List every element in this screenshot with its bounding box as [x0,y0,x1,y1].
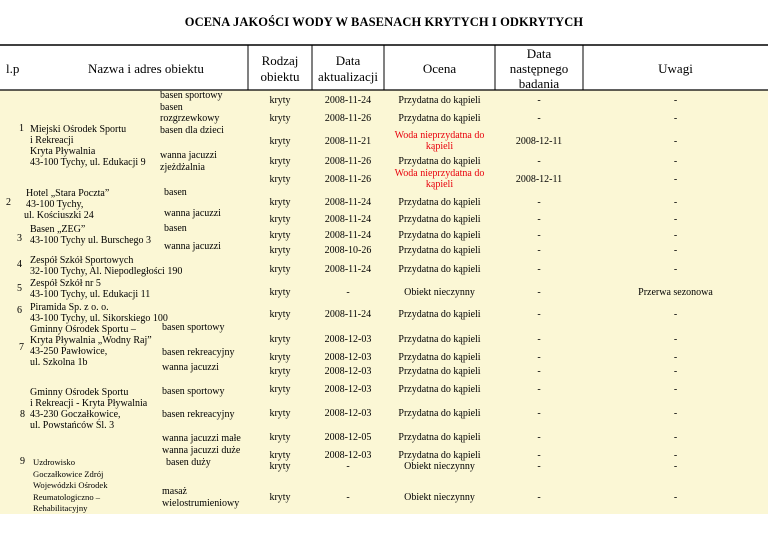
cell-notes: - [673,492,678,503]
cell-next: - [537,384,541,395]
cell-notes: - [673,113,678,124]
cell-notes: - [673,309,678,320]
facility-name-line: Uzdrowisko [33,457,76,467]
header-next [495,46,583,91]
cell-date: 2008-10-26 [324,245,372,256]
cell-rating: Przydatna do kąpieli [398,334,481,345]
cell-date: - [346,287,350,298]
page-title: OCENA JAKOŚCI WODY W BASENACH KRYTYCH I ODKRYTYCH [184,15,584,29]
cell-next: - [537,432,541,443]
cell-rating: Przydatna do kąpieli [398,264,481,275]
cell-rating-line: kąpieli [425,179,454,190]
cell-date: 2008-12-03 [324,352,372,363]
cell-next: - [537,197,541,208]
cell-date: 2008-12-03 [324,408,372,419]
pool-name: basen rekreacyjny [162,409,235,420]
cell-type: kryty [269,287,291,298]
cell-next: - [537,214,541,225]
facility-name-line: i Rekreacji - Kryta Pływalnia [30,398,148,409]
facility-name-line: Zespół Szkół Sportowych [30,255,134,266]
facility-name-line: 43-100 Tychy, ul. Edukacji 11 [30,289,151,300]
cell-next: 2008-12-11 [515,136,563,147]
lp-number: 4 [17,259,22,270]
facility-name [30,278,150,300]
cell-type: kryty [269,334,291,345]
lp-number: 2 [6,197,11,208]
cell-notes: - [673,432,678,443]
cell-next: - [537,95,541,106]
header-next-line: Data [526,46,552,61]
cell-next: - [537,334,541,345]
cell-rating: Przydatna do kąpieli [398,95,481,106]
cell-rating: Przydatna do kąpieli [398,408,481,419]
pool-name: wanna jacuzzi [164,208,221,219]
cell-date: - [346,492,350,503]
cell-rating: Przydatna do kąpieli [398,309,481,320]
facility-name-line: Piramida Sp. z o. o. [30,302,109,313]
pool-name: wanna jacuzzi [160,150,217,161]
facility-name [33,457,108,515]
cell-type: kryty [269,113,291,124]
cell-next: 2008-12-11 [515,174,563,185]
cell-notes: - [673,197,678,208]
facility-name-line: 43-250 Pawłowice, [30,346,108,357]
cell-notes: - [673,214,678,225]
cell-type: kryty [269,136,291,147]
cell-next: - [537,492,541,503]
pool-name: basen sportowy [162,386,225,397]
cell-rating: Przydatna do kąpieli [398,352,481,363]
cell-date: 2008-11-21 [324,136,372,147]
cell-rating: Obiekt nieczynny [404,461,475,472]
cell-type: kryty [269,432,291,443]
cell-rating: Przydatna do kąpieli [398,113,481,124]
facility-name-line: 43-230 Goczałkowice, [30,409,121,420]
lp-number: 7 [19,342,24,353]
cell-type: kryty [269,264,291,275]
cell-type: kryty [269,492,291,503]
header-type-line: Rodzaj [261,53,299,68]
cell-type: kryty [269,366,291,377]
facility-name [30,124,146,168]
cell-next: - [537,264,541,275]
header-type [248,53,312,85]
cell-rating: Przydatna do kąpieli [398,450,481,461]
cell-next: - [537,287,541,298]
cell-rating: Przydatna do kąpieli [398,366,481,377]
cell-notes: - [673,450,678,461]
cell-notes: - [673,334,678,345]
cell-type: kryty [269,408,291,419]
facility-name-line: Wojewódzki Ośrodek [33,480,108,490]
cell-type: kryty [269,230,291,241]
facility-name-line: Miejski Ośrodek Sportu [30,124,127,135]
cell-rating: Przydatna do kąpieli [398,156,481,167]
lp-number: 1 [19,123,24,134]
cell-rating-line: kąpieli [425,141,454,152]
cell-date: 2008-11-24 [324,230,372,241]
cell-rating: Przydatna do kąpieli [398,197,481,208]
header-type-line: obiektu [260,69,300,84]
header-date-line: aktualizacji [318,69,378,84]
cell-date: 2008-11-24 [324,309,372,320]
cell-date: 2008-11-24 [324,95,372,106]
facility-name-line: 43-100 Tychy, ul. Sikorskiego 100 [30,313,168,324]
facility-name [26,188,109,221]
cell-notes: - [673,174,678,185]
cell-next: - [537,309,541,320]
pool-name: basen sportowy [160,90,223,101]
cell-notes: - [673,95,678,106]
pool-name: basen [160,102,183,113]
header-lp: l.p [6,61,20,76]
cell-next: - [537,352,541,363]
cell-date: 2008-11-26 [324,113,372,124]
facility-name-line: 43-100 Tychy, [26,199,84,210]
cell-next: - [537,113,541,124]
cell-type: kryty [269,352,291,363]
cell-rating: Przydatna do kąpieli [398,214,481,225]
facility-name-line: Kryta Pływalnia „Wodny Raj” [30,335,152,346]
cell-type: kryty [269,197,291,208]
pool-name: wanna jacuzzi [162,362,219,373]
cell-next: - [537,156,541,167]
facility-name [30,387,147,431]
cell-notes: - [673,384,678,395]
facility-name-line: Goczałkowice Zdrój [33,468,104,479]
cell-type: kryty [269,450,291,461]
cell-rating: Przydatna do kąpieli [398,230,481,241]
cell-type: kryty [269,95,291,106]
cell-date: 2008-12-05 [324,432,372,443]
cell-date: 2008-11-24 [324,264,372,275]
cell-date: 2008-12-03 [324,366,372,377]
pool-name: wanna jacuzzi [164,241,221,252]
cell-rating: Przydatna do kąpieli [398,432,481,443]
cell-next: - [537,230,541,241]
cell-type: kryty [269,214,291,225]
pool-name: zjeżdżalnia [160,162,205,173]
header-date [312,53,384,85]
cell-notes: - [673,408,678,419]
cell-date: 2008-12-03 [324,334,372,345]
facility-name-line: Zespół Szkół nr 5 [30,278,101,289]
facility-name-line: ul. Szkolna 1b [30,357,88,368]
pool-name: wanna jacuzzi duże [162,445,241,456]
cell-next: - [537,461,541,472]
header-date-line: Data [335,53,361,68]
pool-name: basen rekreacyjny [162,347,235,358]
facility-name [30,224,151,246]
header-next-line: następnego [509,61,569,76]
cell-rating [384,130,495,152]
facility-name-line: Gminny Ośrodek Sportu [30,387,129,398]
cell-type: kryty [269,309,291,320]
cell-next: - [537,366,541,377]
facility-name-line: i Rekreacji [30,135,74,146]
facility-name-line: Basen „ZEG” [30,224,86,235]
cell-notes: - [673,366,678,377]
header-rating: Ocena [422,61,457,76]
lp-number: 9 [20,456,25,467]
pool-name: masaż [162,486,187,497]
pool-name: wanna jacuzzi małe [162,433,241,444]
cell-type: kryty [269,461,291,472]
cell-notes: Przerwa sezonowa [638,287,713,298]
cell-date: - [346,461,350,472]
cell-rating-line: Woda nieprzydatna do [394,130,485,141]
facility-name-line: ul. Kościuszki 24 [24,210,94,221]
cell-rating: Przydatna do kąpieli [398,384,481,395]
cell-date: 2008-12-03 [324,384,372,395]
cell-notes: - [673,230,678,241]
cell-notes: - [673,461,678,472]
cell-date: 2008-11-26 [324,156,372,167]
cell-notes: - [673,136,678,147]
pool-name: basen duży [166,457,211,468]
pool-name: basen sportowy [162,322,225,333]
header-next-line: badania [518,76,560,91]
lp-number: 8 [20,409,25,420]
facility-name-line: Gminny Ośrodek Sportu – [30,324,136,335]
cell-date: 2008-11-24 [324,197,372,208]
facility-name [30,324,152,368]
facility-name-line: 32-100 Tychy, Al. Niepodległości 190 [30,266,183,277]
cell-notes: - [673,245,678,256]
lp-number: 5 [17,283,22,294]
cell-notes: - [673,264,678,275]
cell-date: 2008-11-26 [324,174,372,185]
facility-name-line: 43-100 Tychy ul. Burschego 3 [30,235,152,246]
facility-name-line: Hotel „Stara Poczta” [26,188,110,199]
pool-name: wielostrumieniowy [162,498,240,509]
cell-type: kryty [269,384,291,395]
facility-name-line: 43-100 Tychy, ul. Edukacji 9 [30,157,146,168]
cell-date: 2008-11-24 [324,214,372,225]
facility-name [30,302,168,324]
cell-notes: - [673,156,678,167]
cell-rating-line: Woda nieprzydatna do [394,168,485,179]
facility-name [30,255,182,277]
facility-name-line: Rehabilitacyjny [33,503,88,513]
cell-type: kryty [269,245,291,256]
cell-type: kryty [269,174,291,185]
pool-name: basen dla dzieci [160,125,224,136]
facility-name-line: Kryta Pływalnia [30,146,96,157]
header-name: Nazwa i adres obiektu [88,61,204,76]
cell-type: kryty [269,156,291,167]
facility-name-line: ul. Powstańców Śl. 3 [30,420,115,431]
cell-date: 2008-12-03 [324,450,372,461]
cell-next: - [537,450,541,461]
cell-rating [384,168,495,190]
header-notes: Uwagi [658,61,693,76]
cell-rating: Obiekt nieczynny [404,287,475,298]
lp-number: 3 [17,233,22,244]
cell-next: - [537,245,541,256]
cell-next: - [537,408,541,419]
pool-name: basen [164,187,187,198]
pool-name: rozgrzewkowy [160,113,220,124]
facility-name-line: Reumatologiczno – [33,491,101,502]
cell-notes: - [673,352,678,363]
cell-rating: Obiekt nieczynny [404,492,475,503]
pool-name: basen [164,223,187,234]
cell-rating: Przydatna do kąpieli [398,245,481,256]
lp-number: 6 [17,305,22,316]
